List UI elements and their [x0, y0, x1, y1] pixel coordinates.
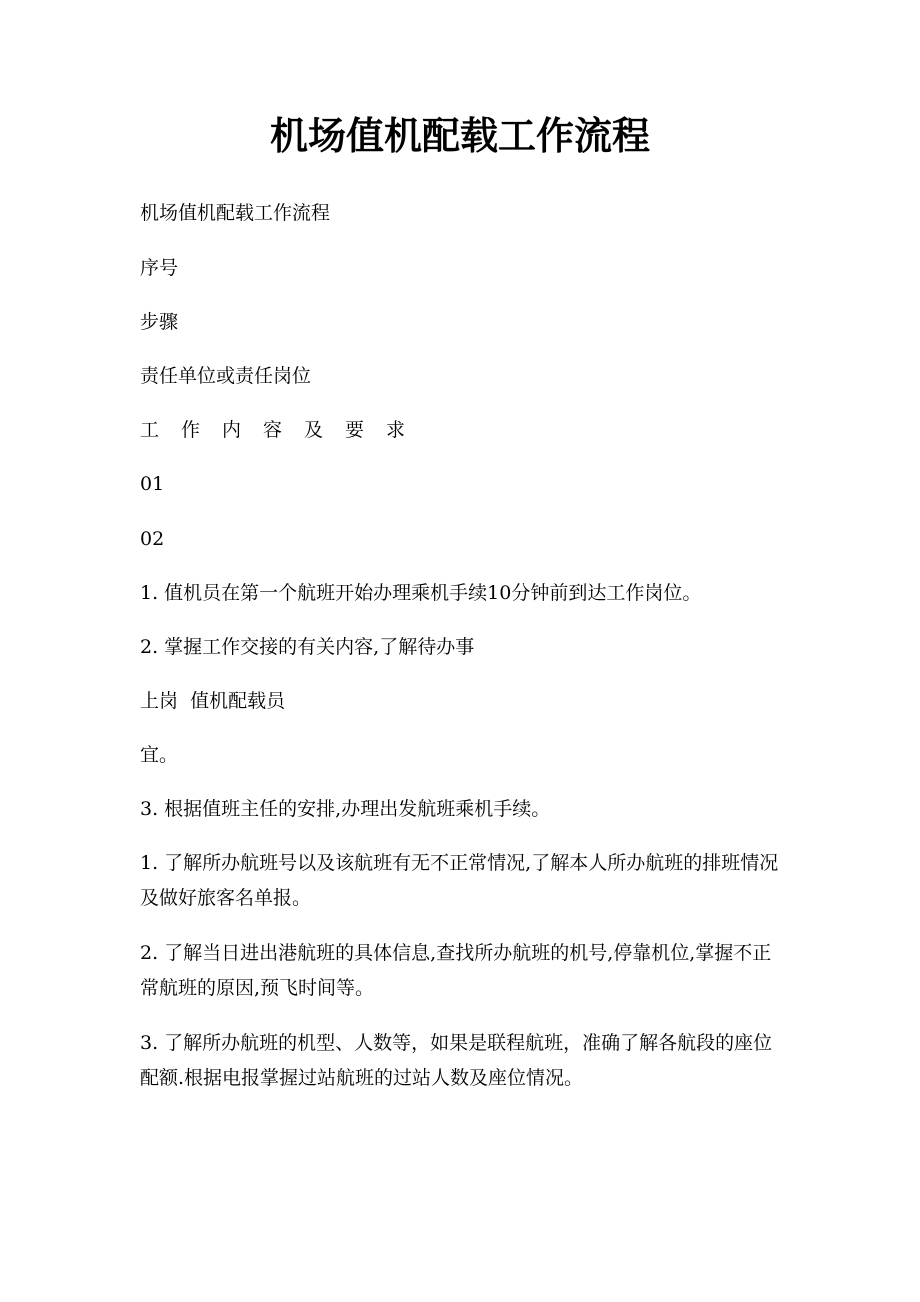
paragraph-subtitle: 机场值机配载工作流程	[140, 202, 331, 224]
paragraph-responsible-unit: 责任单位或责任岗位	[140, 365, 312, 387]
paragraph-item-2: 2. 掌握工作交接的有关内容,了解待办事	[140, 636, 475, 658]
paragraph-number-01: 01	[140, 473, 165, 495]
paragraph-detail-2: 2. 了解当日进出港航班的具体信息,查找所办航班的机号,停靠机位,掌握不正常航班的原因,预飞时间等。	[140, 942, 772, 999]
document-title: 机场值机配载工作流程	[269, 113, 650, 158]
paragraph-item-3: 3. 根据值班主任的安排,办理出发航班乘机手续。	[140, 798, 551, 820]
paragraph-continuation: 宜。	[140, 744, 179, 766]
paragraph-post-role: 上岗 值机配载员	[140, 690, 286, 712]
paragraph-number-02: 02	[140, 528, 165, 550]
paragraph-detail-1: 1. 了解所办航班号以及该航班有无不正常情况,了解本人所办航班的排班情况及做好旅客名单报。	[140, 852, 779, 909]
paragraph-step: 步骤	[140, 311, 179, 333]
paragraph-detail-3: 3. 了解所办航班的机型、人数等，如果是联程航班，准确了解各航段的座位配额.根据电报掌握过站航班的过站人数及座位情况。	[140, 1032, 773, 1089]
paragraph-work-content: 工作内容及要求	[140, 419, 428, 441]
paragraph-serial-number: 序号	[140, 257, 179, 279]
paragraph-item-1: 1. 值机员在第一个航班开始办理乘机手续10分钟前到达工作岗位。	[140, 582, 702, 604]
